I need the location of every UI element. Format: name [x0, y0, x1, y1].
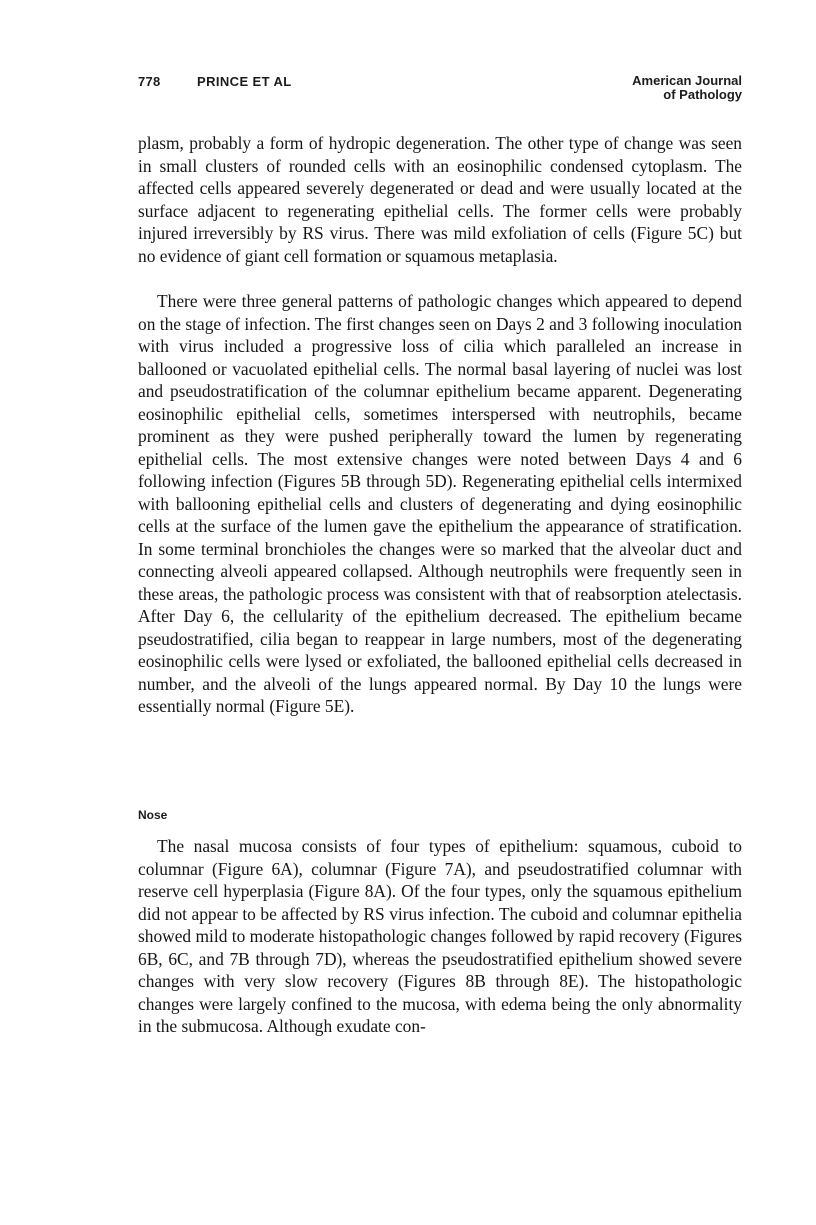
page-number: 778 — [138, 74, 161, 89]
paragraph-continuation: plasm, probably a form of hydropic degeneration. The other type of change was seen in small clusters of rounded cells with an eosinophilic condensed cytoplasm. The affected cells appeared severely degenerated or dead and were usually located at the surface adjacent to regenerating epithelial cells. The former cells were probably injured irreversibly by RS virus. There was mild exfoliation of cells (Figure 5C) but no evidence of giant cell formation or squamous metaplasia. — [138, 133, 742, 266]
paragraph-pathologic-patterns: There were three general patterns of pathologic changes which appeared to depend on the stage of infection. The first changes seen on Days 2 and 3 following inoculation with virus included a progressive loss of cilia which paralleled an increase in ballooned or vacuolated epithelial cells. The normal basal layering of nuclei was lost and pseudostratification of the columnar epithelium became apparent. Degenerating eosinophilic epithelial cells, sometimes interspersed with neutrophils, became prominent as they were pushed peripherally toward the lumen by regenerating epithelial cells. The most extensive changes were noted between Days 4 and 6 following infection (Figures 5B through 5D). Regenerating epithelial cells intermixed with ballooning epithelial cells and clusters of degenerating and dying eosinophilic cells at the surface of the lumen gave the epithelium the appearance of stratification. In some terminal bronchioles the changes were so marked that the alveolar duct and connecting alveoli appeared collapsed. Although neutrophils were frequently seen in these areas, the pathologic process was consistent with that of reabsorption atelectasis. After Day 6, the cellularity of the epithelium decreased. The epithelium became pseudostratified, cilia began to reappear in large numbers, most of the degenerating eosinophilic cells were lysed or exfoliated, the ballooned epithelial cells decreased in number, and the alveoli of the lungs appeared normal. By Day 10 the lungs were essentially normal (Figure 5E). — [138, 291, 742, 716]
journal-title — [632, 74, 742, 102]
running-head: PRINCE ET AL — [197, 74, 292, 89]
paragraph-nasal-mucosa: The nasal mucosa consists of four types of epithelium: squamous, cuboid to columnar (Figure 6A), columnar (Figure 7A), and pseudostratified columnar with reserve cell hyperplasia (Figure 8A). Of the four types, only the squamous epithelium did not appear to be affected by RS virus infection. The cuboid and columnar epithelia showed mild to moderate histopathologic changes followed by rapid recovery (Figures 6B, 6C, and 7B through 7D), whereas the pseudostratified epithelium showed severe changes with very slow recovery (Figures 8B through 8E). The histopathologic changes were largely confined to the mucosa, with edema being the only abnormality in the submucosa. Although exudate con- — [138, 836, 742, 1036]
page-header — [138, 74, 742, 108]
section-heading-nose: Nose — [138, 808, 168, 822]
journal-title-line-2: of Pathology — [663, 87, 742, 102]
journal-title-line-1: American Journal — [632, 73, 742, 88]
